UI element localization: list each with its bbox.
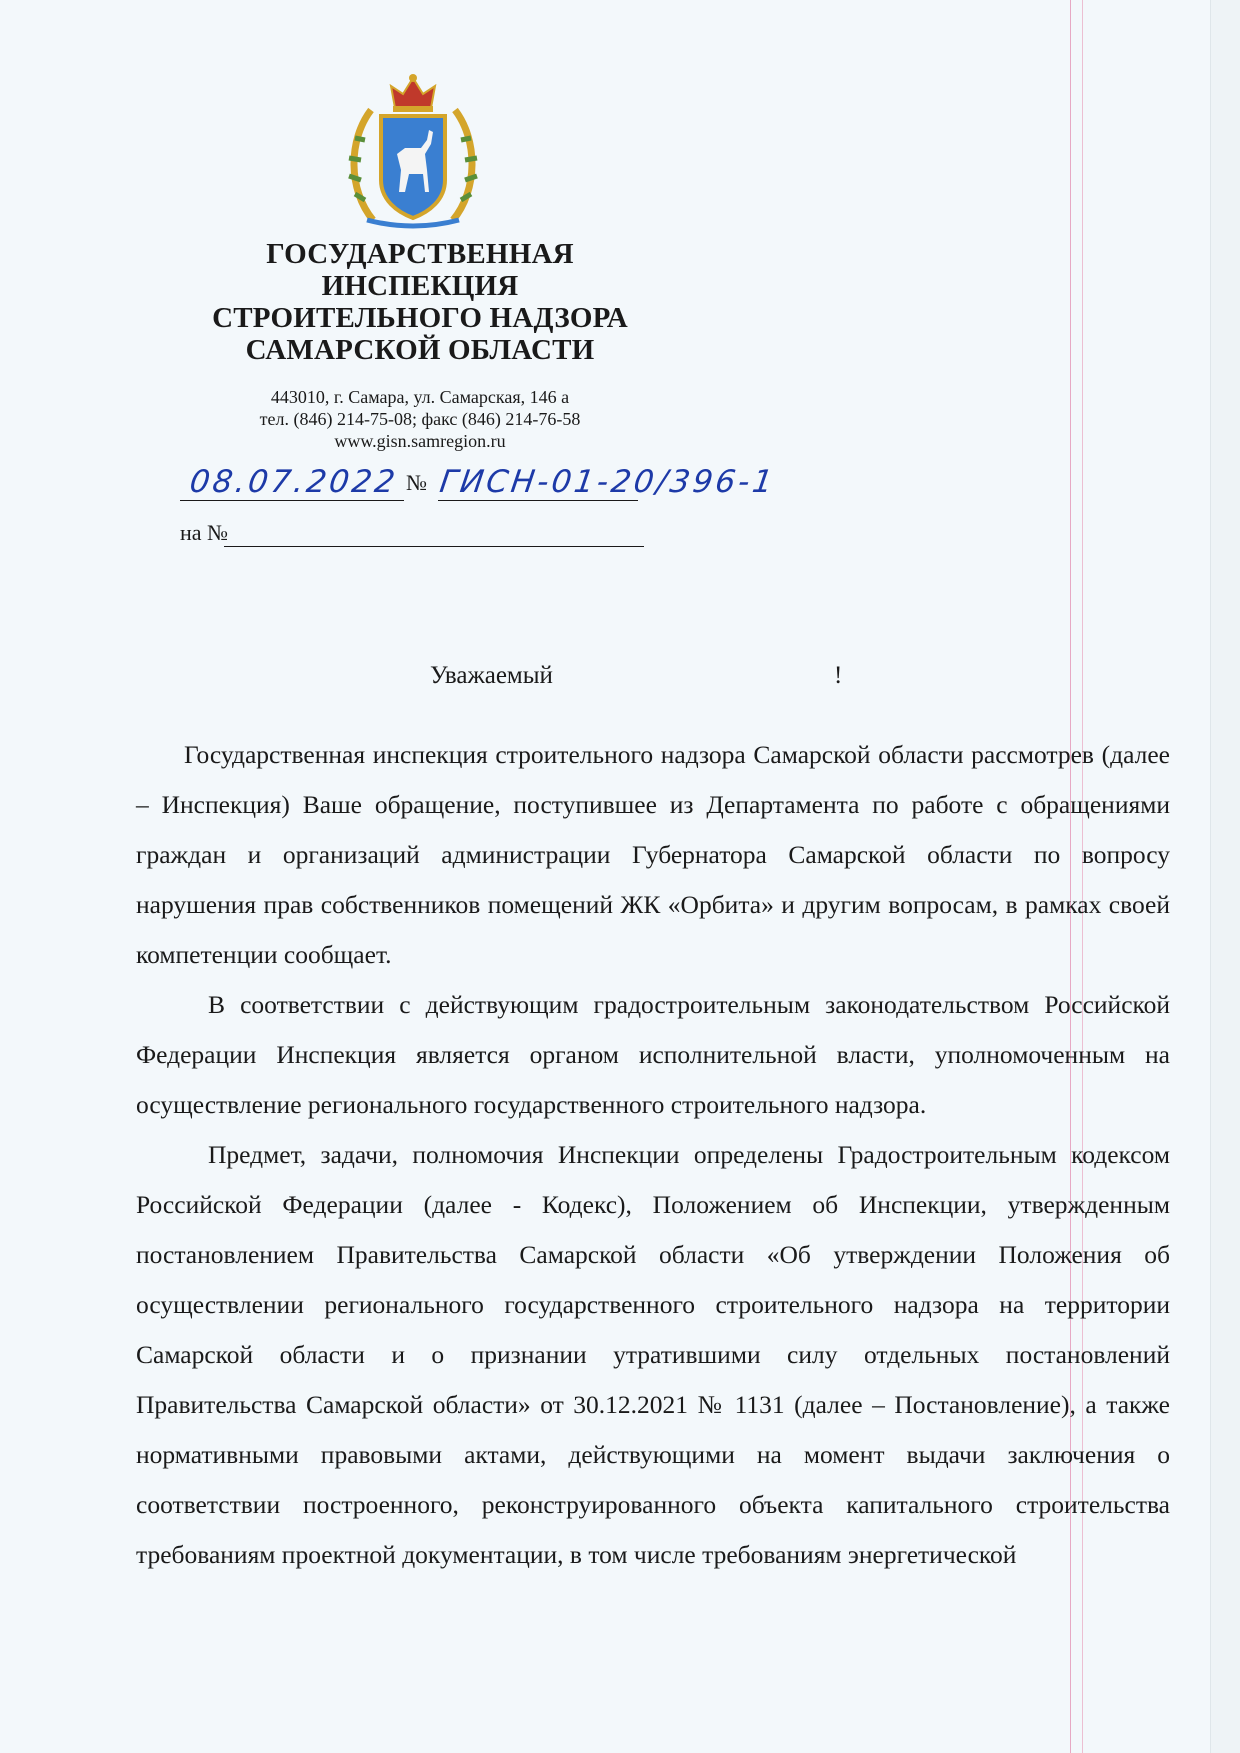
reply-to-underline xyxy=(224,546,644,547)
number-underline xyxy=(438,500,638,501)
body-paragraph: Предмет, задачи, полномочия Инспекции определены Градостроительным кодексом Российской Федерации (далее - Кодекс), Положением об Инспекции, утвержденным постановлением Правительства Самарской области «Об утверждении Положения об осуществлении регионального государственного строительного надзора на территории Самарской области и о признании утратившими силу отдельных постановлений Правительства Самарской области» от 30.12.2021 № 1131 (далее – Постановление), а также нормативными правовыми актами, действующими на момент выдачи заключения о соответствии построенного, реконструированного объекта капитального строительства требованиям проектной документации, в том числе требованиям энергетической xyxy=(136,1140,1170,1569)
org-name-line: ГОСУДАРСТВЕННАЯ xyxy=(266,238,574,270)
date-underline xyxy=(180,500,404,501)
org-name-line: ИНСПЕКЦИЯ xyxy=(321,270,519,302)
reply-to-line xyxy=(180,520,228,546)
org-name-line: САМАРСКОЙ ОБЛАСТИ xyxy=(245,334,595,366)
greeting: Уважаемый xyxy=(430,662,553,689)
org-address: 443010, г. Самара, ул. Самарская, 146 а xyxy=(270,387,570,407)
body-paragraph: Государственная инспекция строительного надзора Самарской области рассмотрев (далее – Инспекция) Ваше обращение, поступившее из Департамента по работе с обращениями граждан и организаций администрации Губернатора Самарской области по вопросу нарушения прав собственников помещений ЖК «Орбита» и другим вопросам, в рамках своей компетенции сообщает. xyxy=(136,740,1170,969)
letter-body xyxy=(136,730,1170,1580)
organization-name xyxy=(170,238,670,366)
registration-line xyxy=(180,462,780,502)
org-website: www.gisn.samregion.ru xyxy=(334,431,506,451)
org-name-line: СТРОИТЕЛЬНОГО НАДЗОРА xyxy=(212,302,628,334)
number-sign: № xyxy=(406,470,427,495)
org-phone: тел. (846) 214-75-08; факс (846) 214-76-58 xyxy=(259,409,581,429)
greeting-exclamation: ! xyxy=(834,662,843,689)
registration-number: ГИСН-01-20/396-1 xyxy=(437,464,778,500)
registration-date: 08.07.2022 xyxy=(187,464,401,500)
scan-edge xyxy=(1210,0,1240,1753)
reply-to-label: на № xyxy=(180,520,229,545)
body-paragraph: В соответствии с действующим градостроительным законодательством Российской Федерации Инспекция является органом исполнительной власти, уполномоченным на осуществление регионального государственного строительного надзора. xyxy=(136,990,1170,1119)
samara-coat-of-arms-icon xyxy=(343,70,483,230)
org-contacts xyxy=(200,386,640,452)
